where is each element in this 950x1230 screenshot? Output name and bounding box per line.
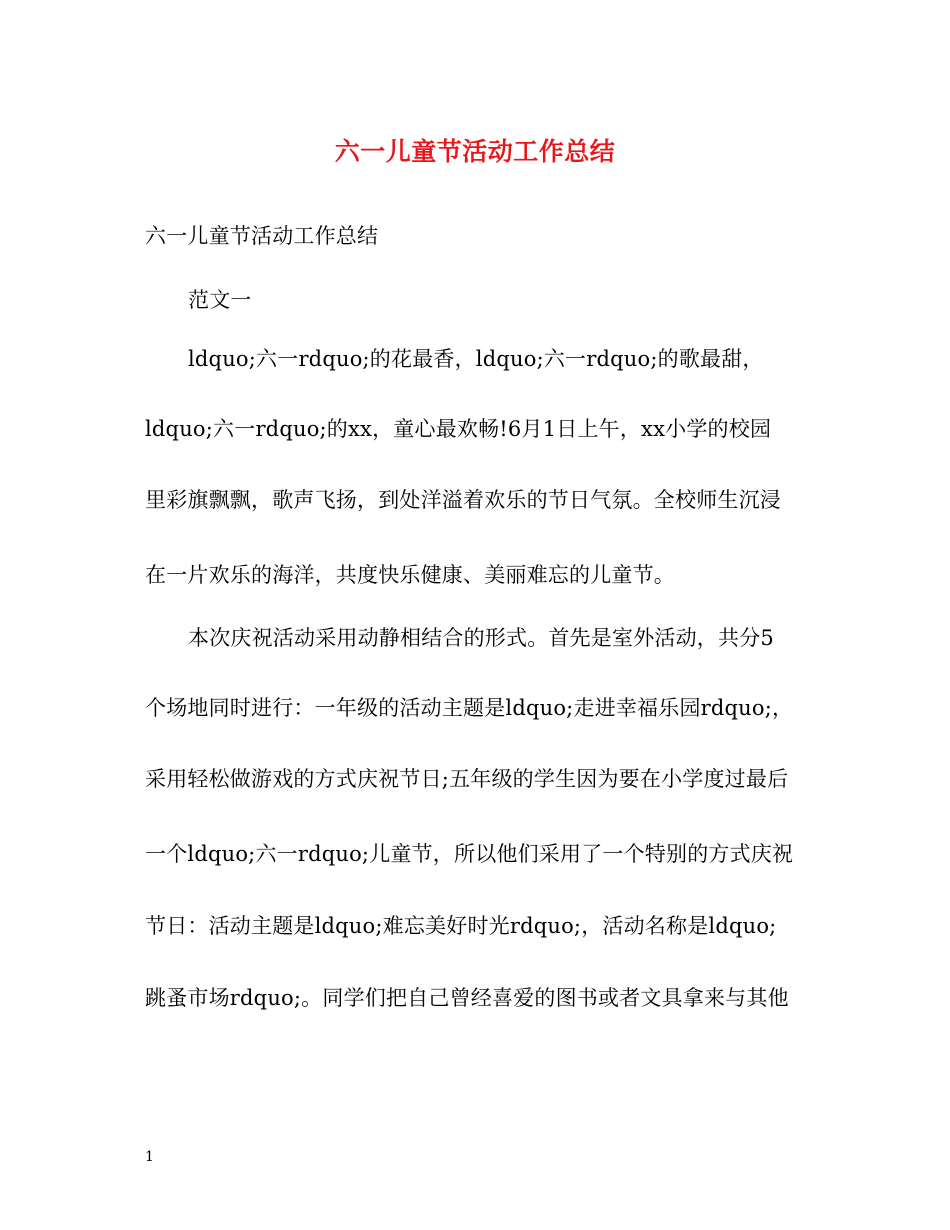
page-number: 1: [145, 1149, 154, 1165]
paragraph-line: 里彩旗飘飘，歌声飞扬，到处洋溢着欢乐的节日气氛。全校师生沉浸: [145, 488, 781, 512]
section-label: 范文一: [188, 288, 252, 312]
document-title: 六一儿童节活动工作总结: [334, 137, 616, 166]
paragraph-line: ldquo;六一rdquo;的花最香，ldquo;六一rdquo;的歌最甜，: [188, 347, 764, 371]
paragraph-line: 跳蚤市场rdquo;。同学们把自己曾经喜爱的图书或者文具拿来与其他: [145, 986, 789, 1010]
paragraph-line: 采用轻松做游戏的方式庆祝节日;五年级的学生因为要在小学度过最后: [145, 767, 789, 791]
paragraph-line: 本次庆祝活动采用动静相结合的形式。首先是室外活动，共分5: [188, 626, 774, 650]
paragraph-line: 一个ldquo;六一rdquo;儿童节，所以他们采用了一个特别的方式庆祝: [145, 842, 794, 866]
paragraph-line: 在一片欢乐的海洋，共度快乐健康、美丽难忘的儿童节。: [145, 563, 675, 587]
document-subtitle: 六一儿童节活动工作总结: [145, 224, 379, 248]
paragraph-line: 个场地同时进行：一年级的活动主题是ldquo;走进幸福乐园rdquo;，: [145, 696, 794, 720]
paragraph-line: ldquo;六一rdquo;的xx，童心最欢畅!6月1日上午，xx小学的校园: [145, 417, 772, 441]
paragraph-line: 节日：活动主题是ldquo;难忘美好时光rdquo;，活动名称是ldquo;: [145, 914, 777, 938]
